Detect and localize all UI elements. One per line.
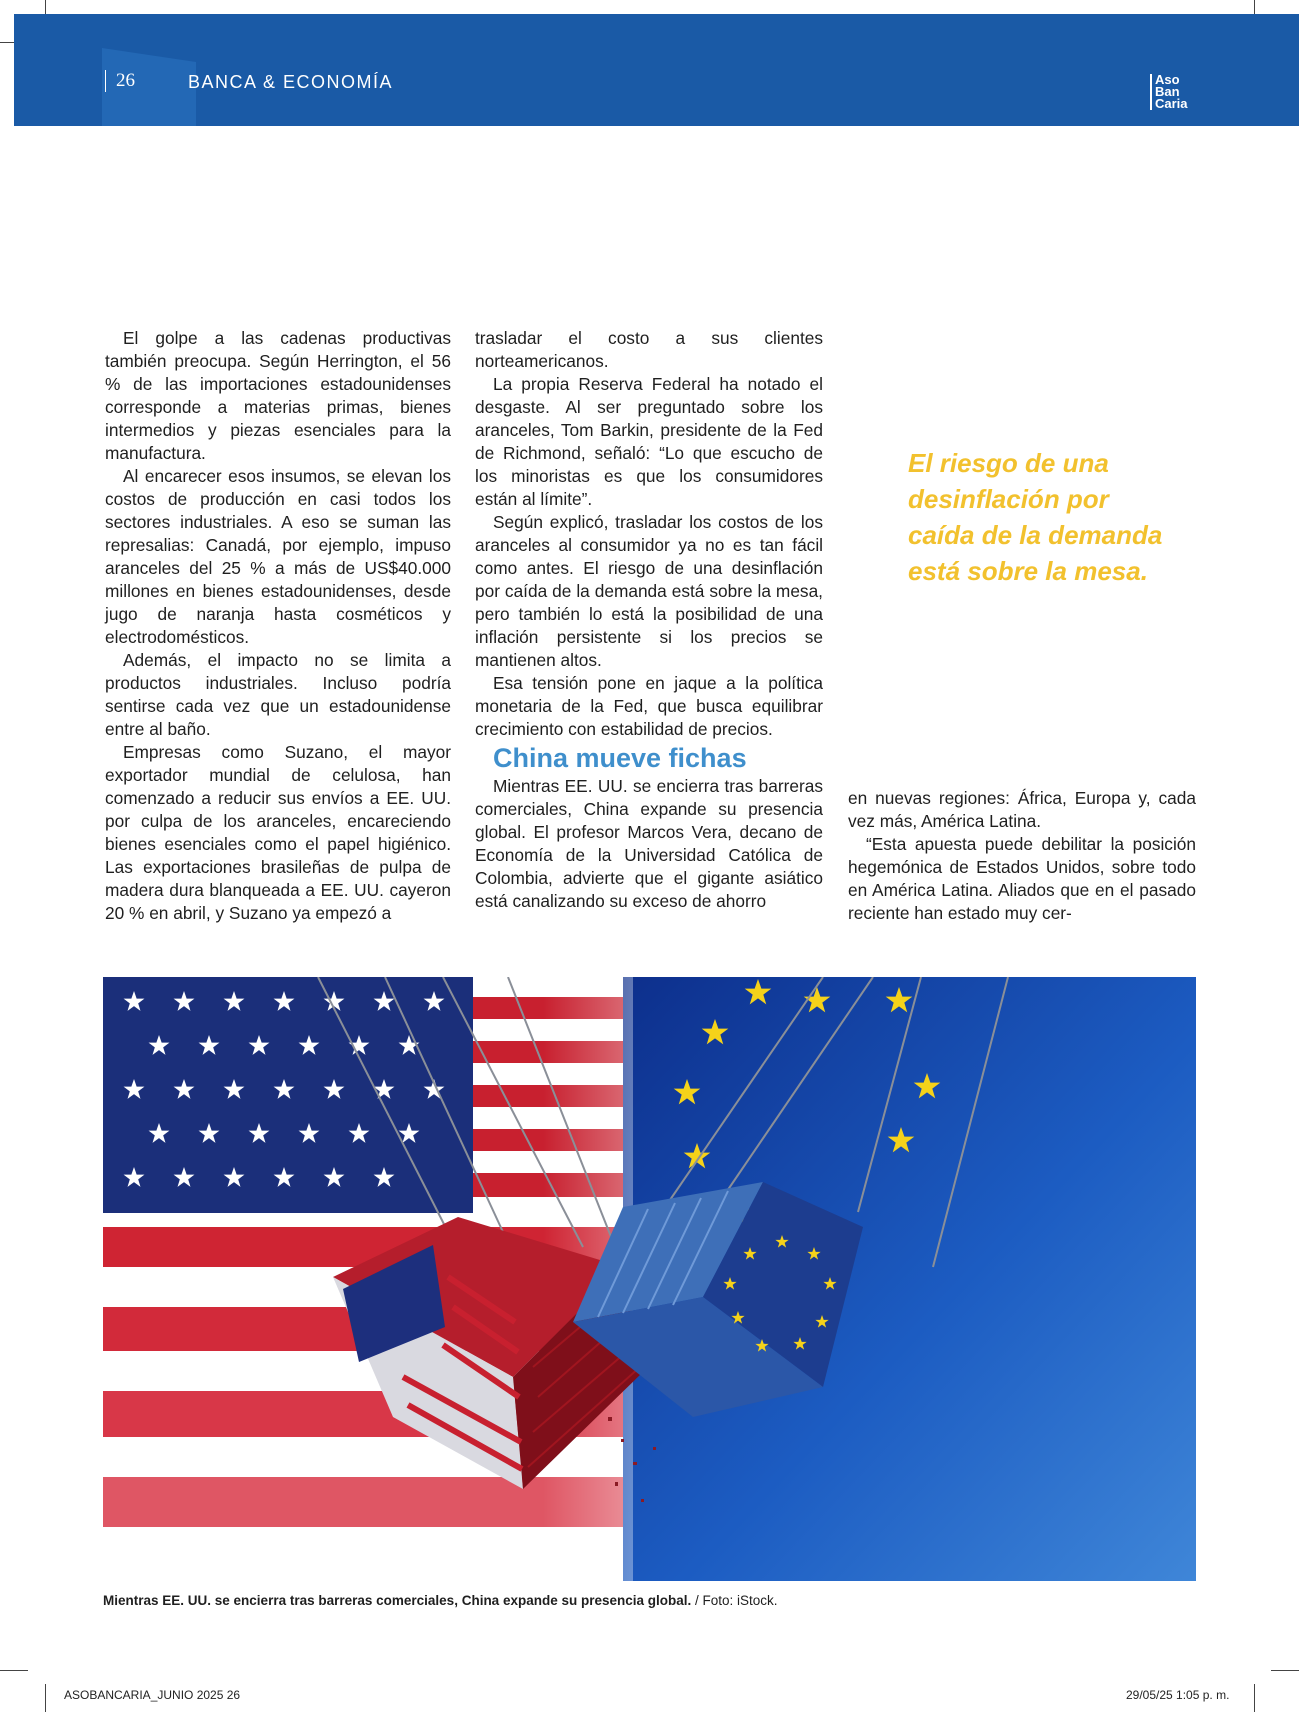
paragraph: Mientras EE. UU. se encierra tras barreras comerciales, China expande su presencia global. El profesor Marcos Vera, decano de Economía de la Universidad Católica de Colombia, advierte que el gigante asiático está canalizando su exceso de ahorro	[475, 776, 823, 911]
print-slug-left: ASOBANCARIA_JUNIO 2025 26	[64, 1688, 241, 1702]
paragraph: La propia Reserva Federal ha notado el desgaste. Al ser preguntado sobre los aranceles, Tom Barkin, presidente de la Fed de Richmond, señaló: “Lo que escucho de los minoristas es que los consumidores están al límite”.	[475, 374, 823, 509]
trade-war-photo	[103, 977, 1196, 1581]
article-column-2	[475, 327, 823, 913]
caption-text: Mientras EE. UU. se encierra tras barreras comerciales, China expande su presencia global.	[103, 1593, 692, 1608]
crop-mark	[1254, 1684, 1255, 1712]
caption-credit: / Foto: iStock.	[691, 1593, 778, 1608]
asobancaria-logo	[1150, 74, 1203, 110]
paragraph: “Esta apuesta puede debilitar la posición hegemónica de Estados Unidos, sobre todo en América Latina. Aliados que en el pasado reciente han estado muy cer-	[848, 834, 1196, 923]
paragraph: trasladar el costo a sus clientes norteamericanos.	[475, 328, 823, 371]
header-bar	[14, 14, 1299, 126]
page-number: 26	[105, 70, 135, 92]
logo-line: Caria	[1155, 96, 1188, 111]
article-column-3	[848, 787, 1196, 925]
logo-line: Aso	[1155, 72, 1180, 87]
crop-mark	[1271, 1670, 1299, 1671]
paragraph: Al encarecer esos insumos, se elevan los costos de producción en casi todos los sectores industriales. A eso se suman las represalias: Canadá, por ejemplo, impuso aranceles del 25 % a más de US$40.000 millones en bienes estadounidenses, desde jugo de naranja hasta cosméticos y electrodomésticos.	[105, 466, 451, 647]
paragraph: Además, el impacto no se limita a productos industriales. Incluso podría sentirse cada vez que un estadounidense entre al baño.	[105, 650, 451, 739]
paragraph: Esa tensión pone en jaque a la política monetaria de la Fed, que busca equilibrar crecimiento con estabilidad de precios.	[475, 673, 823, 739]
paragraph: Según explicó, trasladar los costos de los aranceles al consumidor ya no es tan fácil como antes. El riesgo de una desinflación por caída de la demanda está sobre la mesa, pero también lo está la posibilidad de una inflación persistente si los precios se mantienen altos.	[475, 512, 823, 670]
print-slug-right: 29/05/25 1:05 p. m.	[1126, 1688, 1230, 1702]
containers-collision-illustration	[103, 977, 1196, 1581]
pull-quote: El riesgo de una desinflación por caída de la demanda está sobre la mesa.	[908, 448, 1163, 586]
paragraph: en nuevas regiones: África, Europa y, cada vez más, América Latina.	[848, 788, 1196, 831]
paragraph: Empresas como Suzano, el mayor exportador mundial de celulosa, han comenzado a reducir sus envíos a EE. UU. por culpa de los aranceles, encareciendo bienes esenciales como el papel higiénico. Las exportaciones brasileñas de pulpa de madera dura blanqueada a EE. UU. cayeron 20 % en abril, y Suzano ya empezó a	[105, 742, 451, 923]
article-column-1	[105, 327, 451, 925]
crop-mark	[45, 1684, 46, 1712]
photo-caption	[103, 1592, 1196, 1610]
logo-line: Ban	[1155, 84, 1180, 99]
crop-mark	[0, 1670, 28, 1671]
paragraph: El golpe a las cadenas productivas también preocupa. Según Herrington, el 56 % de las importaciones estadounidenses corresponde a materias primas, bienes intermedios y piezas esenciales para la manufactura.	[105, 328, 451, 463]
section-title: BANCA & ECONOMÍA	[188, 72, 394, 92]
subheading: China mueve fichas	[493, 743, 747, 773]
